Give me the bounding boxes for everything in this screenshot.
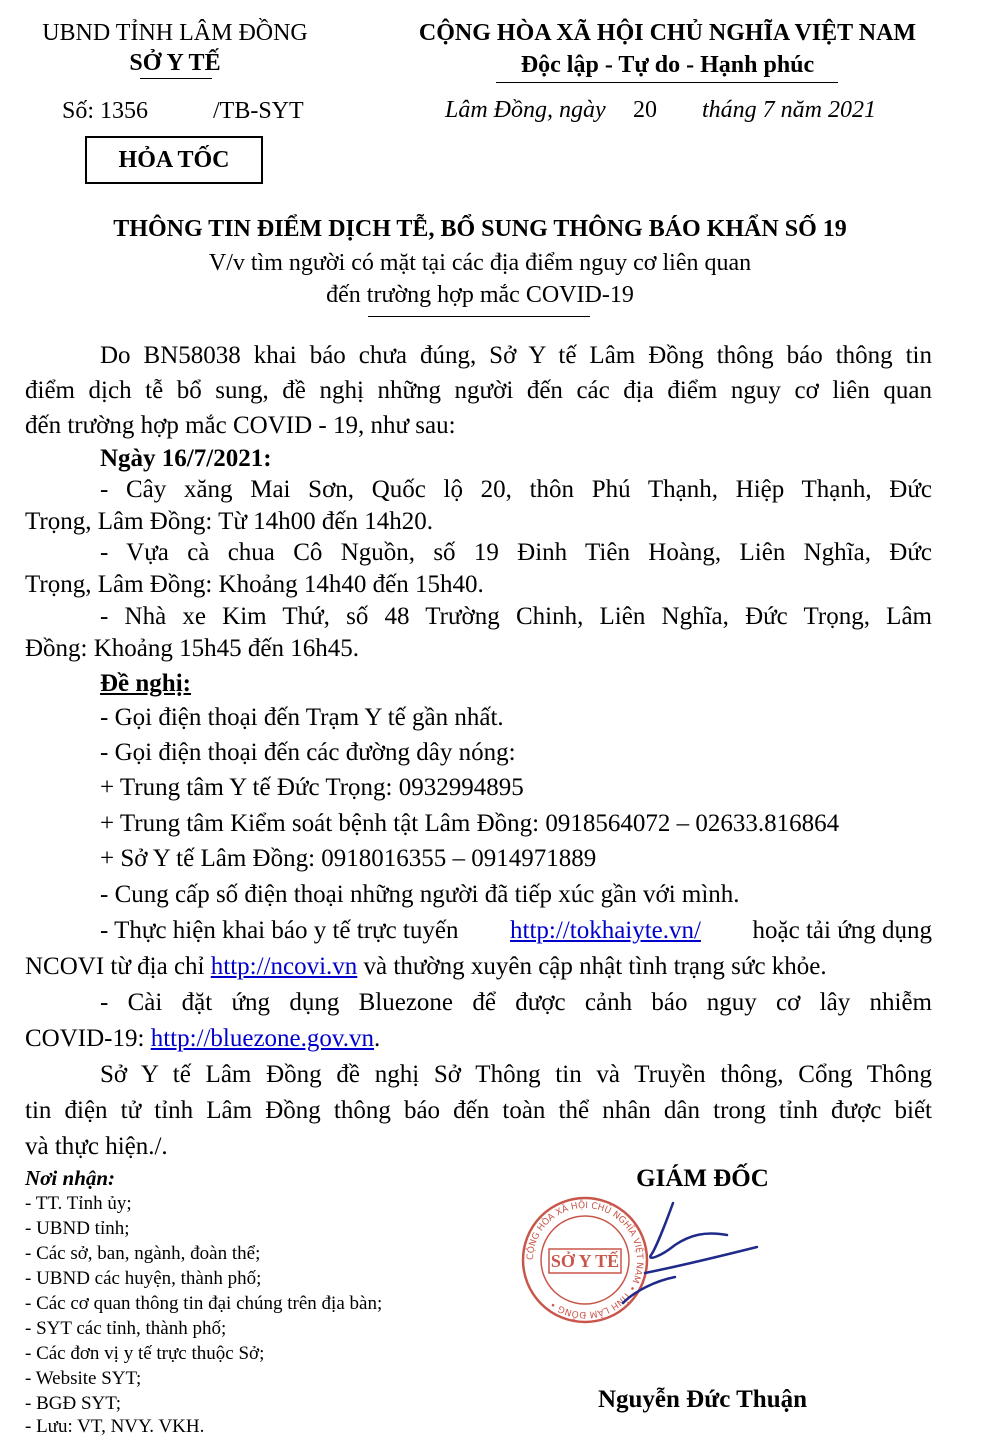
location-2-line-1: - Vựa cà chua Cô Nguồn, số 19 Đinh Tiên Hoàng, Liên Nghĩa, Đức (100, 539, 932, 566)
intro-line-1: Do BN58038 khai báo chưa đúng, Sở Y tế Lâm Đồng thông báo thông tin (100, 342, 932, 369)
location-3-line-1: - Nhà xe Kim Thứ, số 48 Trường Chinh, Liên Nghĩa, Đức Trọng, Lâm (100, 603, 932, 630)
recipient-item: - Các đơn vị y tế trực thuộc Sở; (25, 1343, 265, 1364)
hotline-duc-trong: + Trung tâm Y tế Đức Trọng: 0932994895 (100, 774, 524, 801)
bluezone-prefix: COVID-19: (25, 1025, 145, 1052)
subject-line-1: V/v tìm người có mặt tại các địa điểm nguy cơ liên quan (208, 250, 752, 276)
declare-line (100, 915, 932, 947)
stamp-seal-icon (523, 1198, 647, 1322)
ncovi-link[interactable]: http://ncovi.vn (210, 953, 358, 980)
closing-line-2: tin điện tử tỉnh Lâm Đồng thông báo đến toàn thể nhân dân trong tỉnh được biết (25, 1097, 932, 1124)
motto: Độc lập - Tự do - Hạnh phúc (520, 52, 815, 78)
recipient-item: - Website SYT; (25, 1368, 142, 1389)
bluezone-line-2 (25, 1023, 380, 1055)
bluezone-line-1: - Cài đặt ứng dụng Bluezone để được cảnh báo nguy cơ lây nhiễm (100, 989, 932, 1016)
date-heading: Ngày 16/7/2021: (100, 445, 272, 472)
subject-line-2: đến trường hợp mắc COVID-19 (326, 282, 634, 308)
recipient-item: - Các sở, ban, ngành, đoàn thể; (25, 1243, 261, 1264)
motto-underline (496, 82, 838, 83)
title-underline (368, 316, 590, 317)
doc-number: Số: 1356 (62, 98, 149, 124)
official-stamp (505, 1195, 765, 1325)
location-1-line-1: - Cây xăng Mai Sơn, Quốc lộ 20, thôn Phú Thạnh, Hiệp Thạnh, Đức (100, 476, 932, 503)
nation-title: CỘNG HÒA XÃ HỘI CHỦ NGHĨA VIỆT NAM (418, 20, 917, 46)
recipients-title: Nơi nhận: (25, 1166, 116, 1190)
ncovi-suffix: và thường xuyên cập nhật tình trạng sức khỏe. (363, 953, 827, 980)
ncovi-prefix: NCOVI từ địa chỉ (25, 953, 205, 980)
recipient-item: - UBND các huyện, thành phố; (25, 1268, 262, 1289)
org-parent: UBND TỈNH LÂM ĐỒNG (42, 20, 308, 46)
signer-position: GIÁM ĐỐC (636, 1165, 769, 1192)
svg-text:CỘNG HÒA XÃ HỘI CHỦ NGHĨA VIỆT: CỘNG HÒA XÃ HỘI CHỦ NGHĨA VIỆT NAM • TỈNH LÂM ĐỒNG • (525, 1200, 645, 1320)
intro-line-2: điểm dịch tễ bổ sung, đề nghị những người đến các địa điểm nguy cơ liên quan (25, 377, 932, 404)
location-3-line-2: Đồng: Khoảng 15h45 đến 16h45. (25, 635, 359, 662)
recommend-call-station: - Gọi điện thoại đến Trạm Y tế gần nhất. (100, 704, 504, 731)
date-place: Lâm Đồng, ngày (445, 97, 606, 123)
intro-line-3: đến trường hợp mắc COVID - 19, như sau: (25, 412, 456, 439)
recipient-item: - SYT các tỉnh, thành phố; (25, 1318, 227, 1339)
recommend-heading: Đề nghị: (100, 670, 191, 697)
bluezone-link[interactable]: http://bluezone.gov.vn (150, 1025, 375, 1052)
urgency-box (85, 136, 263, 184)
hotline-cdc: + Trung tâm Kiểm soát bệnh tật Lâm Đồng: 0918564072 – 02633.816864 (100, 810, 840, 837)
handwritten-signature-icon (623, 1203, 757, 1303)
urgency-label: HỎA TỐC (118, 147, 230, 173)
date-day: 20 (633, 97, 657, 123)
signer-name: Nguyễn Đức Thuận (597, 1386, 808, 1413)
tokhaiyte-link[interactable]: http://tokhaiyte.vn/ (510, 917, 701, 944)
org-name: SỞ Y TẾ (129, 50, 221, 76)
svg-text:SỞ Y TẾ: SỞ Y TẾ (550, 1251, 620, 1271)
declare-suffix: hoặc tải ứng dụng (752, 917, 932, 944)
hotline-syt: + Sở Y tế Lâm Đồng: 0918016355 – 0914971889 (100, 845, 597, 872)
recipient-item: - UBND tỉnh; (25, 1218, 130, 1239)
recipient-item: - BGĐ SYT; (25, 1393, 122, 1414)
recipient-item: - Lưu: VT, NVY. VKH. (25, 1416, 205, 1437)
doc-number-suffix: /TB-SYT (213, 98, 304, 124)
recipient-item: - Các cơ quan thông tin đại chúng trên địa bàn; (25, 1293, 383, 1314)
recommend-call-hotlines: - Gọi điện thoại đến các đường dây nóng: (100, 739, 516, 766)
location-1-line-2: Trọng, Lâm Đồng: Từ 14h00 đến 14h20. (25, 508, 433, 535)
date-month-year: tháng 7 năm 2021 (702, 97, 876, 123)
ncovi-line (25, 951, 827, 983)
closing-line-3: và thực hiện./. (25, 1133, 168, 1160)
org-underline (140, 78, 212, 79)
closing-line-1: Sở Y tế Lâm Đồng đề nghị Sở Thông tin và Truyền thông, Cổng Thông (100, 1061, 932, 1088)
document-title: THÔNG TIN ĐIỂM DỊCH TỄ, BỔ SUNG THÔNG BÁO KHẨN SỐ 19 (113, 216, 847, 242)
location-2-line-2: Trọng, Lâm Đồng: Khoảng 14h40 đến 15h40. (25, 571, 484, 598)
recipient-item: - TT. Tỉnh ủy; (25, 1193, 132, 1214)
bluezone-suffix: . (374, 1025, 381, 1052)
recommend-provide-contacts: - Cung cấp số điện thoại những người đã tiếp xúc gần với mình. (100, 881, 740, 908)
declare-prefix: - Thực hiện khai báo y tế trực tuyến (100, 917, 459, 944)
